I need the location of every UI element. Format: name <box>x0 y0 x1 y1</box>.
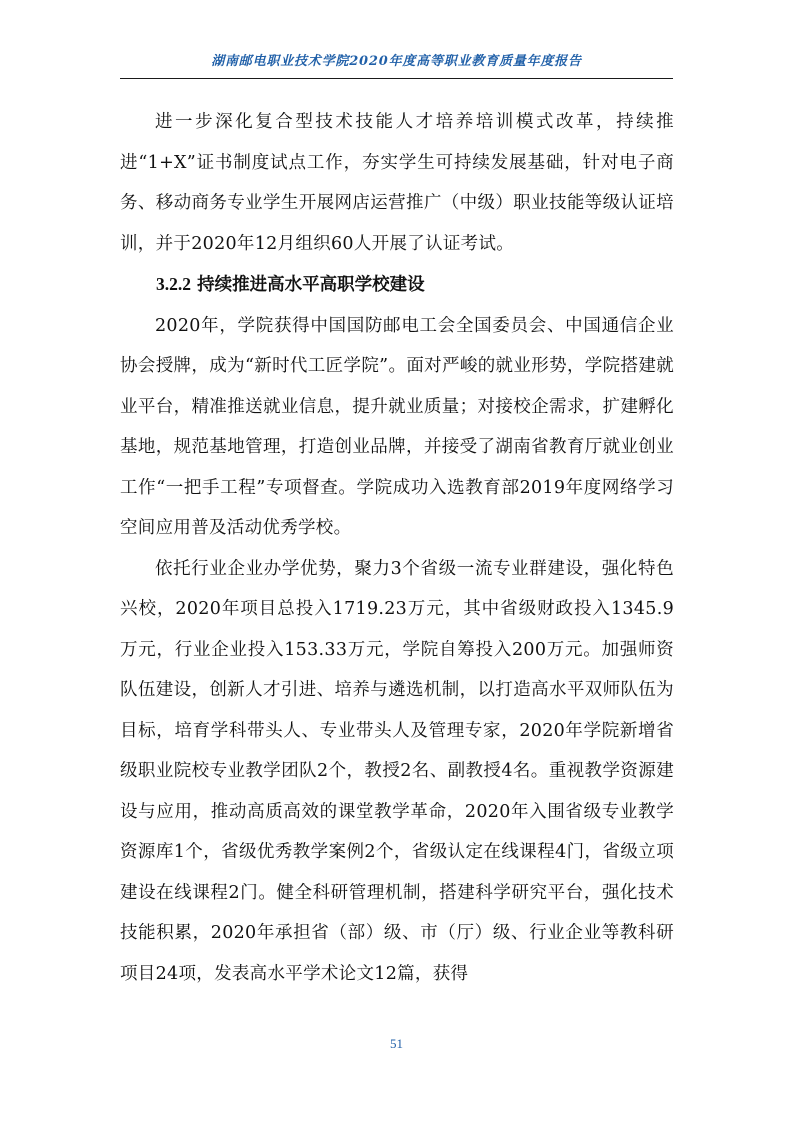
section-title: 持续推进高水平高职学校建设 <box>197 275 425 295</box>
body-paragraph: 依托行业企业办学优势，聚力3个省级一流专业群建设，强化特色兴校，2020年项目总投入1719.23万元，其中省级财政投入1345.9万元，行业企业投入153.33万元，学院自筹投入200万元。加强师资队伍建设，创新人才引进、培养与遴选机制，以打造高水平双师队伍为目标，培育学科带头人、专业带头人及管理专家，2020年学院新增省级职业院校专业教学团队2个，教授2名、副教授4名。重视教学资源建设与应用，推动高质高效的课堂教学革命，2020年入围省级专业教学资源库1个，省级优秀教学案例2个，省级认定在线课程4门，省级立项建设在线课程2门。健全科研管理机制，搭建科学研究平台，强化技术技能积累，2020年承担省（部）级、市（厅）级、行业企业等教科研项目24项，发表高水平学术论文12篇，获得 <box>120 558 674 984</box>
running-header <box>120 50 673 79</box>
section-number: 3.2.2 <box>156 274 191 294</box>
page-number: 51 <box>390 1036 403 1051</box>
body-paragraph: 2020年，学院获得中国国防邮电工会全国委员会、中国通信企业协会授牌，成为“新时代工匠学院”。面对严峻的就业形势，学院搭建就业平台，精准推送就业信息，提升就业质量；对接校企需求，扩建孵化基地，规范基地管理，打造创业品牌，并接受了湖南省教育厅就业创业工作“一把手工程”专项督查。学院成功入选教育部2019年度网络学习空间应用普及活动优秀学校。 <box>120 315 674 538</box>
section-heading <box>120 264 674 306</box>
header-title: 湖南邮电职业技术学院2020年度高等职业教育质量年度报告 <box>211 54 582 69</box>
page-body <box>120 102 674 994</box>
body-paragraph: 进一步深化复合型技术技能人才培养培训模式改革，持续推进“1+X”证书制度试点工作，夯实学生可持续发展基础，针对电子商务、移动商务专业学生开展网店运营推广（中级）职业技能等级认证培训，并于2020年12月组织60人开展了认证考试。 <box>120 112 674 254</box>
